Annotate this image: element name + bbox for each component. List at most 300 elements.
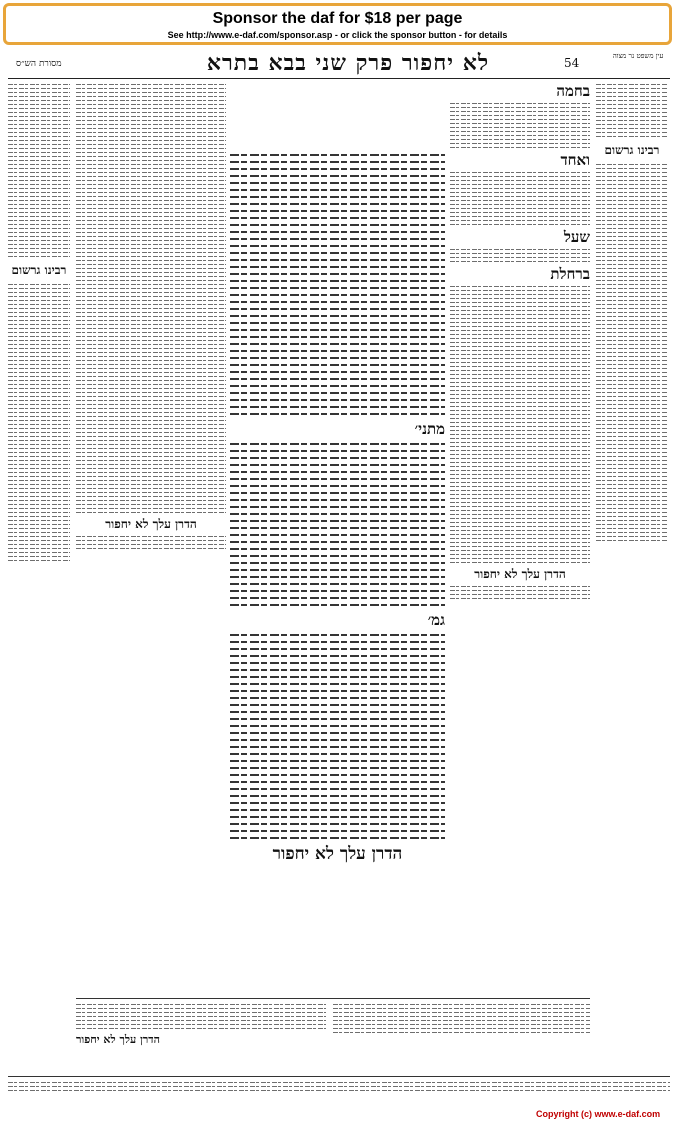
- text-line: [76, 168, 226, 169]
- text-line: [450, 115, 590, 116]
- text-line: [8, 468, 70, 469]
- text-line: [450, 498, 590, 499]
- text-line: [76, 404, 226, 405]
- text-line: [450, 249, 590, 250]
- text-line: [450, 326, 590, 327]
- text-line: [450, 176, 590, 177]
- text-line: [450, 410, 590, 411]
- text-line: [450, 386, 590, 387]
- text-line: [450, 310, 590, 311]
- text-line: [8, 376, 70, 377]
- text-line: [76, 220, 226, 221]
- text-line: [8, 556, 70, 557]
- right-margin-column: [596, 82, 668, 1022]
- text-line: [450, 172, 590, 173]
- text-line: [596, 108, 668, 109]
- text-line: [8, 536, 70, 537]
- text-line: [450, 334, 590, 335]
- text-line: [596, 244, 668, 245]
- text-line: [596, 124, 668, 125]
- text-line: [76, 540, 226, 541]
- text-line: [230, 823, 445, 825]
- text-line: [76, 192, 226, 193]
- text-line: [333, 1012, 590, 1013]
- text-line: [8, 332, 70, 333]
- text-line: [76, 1012, 326, 1013]
- text-line: [450, 382, 590, 383]
- text-line: [230, 364, 445, 366]
- text-line: [230, 245, 445, 247]
- text-line: [76, 148, 226, 149]
- text-line: [450, 474, 590, 475]
- text-line: [596, 480, 668, 481]
- left-margin-column: [8, 82, 70, 1022]
- mishna-marker: מתני׳: [414, 420, 445, 438]
- text-line: [76, 244, 226, 245]
- text-line: [230, 541, 445, 543]
- text-line: [596, 92, 668, 93]
- text-line: [596, 500, 668, 501]
- text-line: [450, 522, 590, 523]
- text-line: [8, 448, 70, 449]
- text-line: [230, 816, 445, 818]
- text-line: [333, 1020, 590, 1021]
- text-line: [230, 506, 445, 508]
- text-line: [450, 534, 590, 535]
- text-line: [230, 336, 445, 338]
- text-line: [230, 534, 445, 536]
- text-line: [596, 364, 668, 365]
- text-line: [8, 504, 70, 505]
- text-line: [230, 760, 445, 762]
- text-line: [596, 460, 668, 461]
- text-line: [450, 438, 590, 439]
- text-line: [76, 448, 226, 449]
- text-line: [8, 372, 70, 373]
- text-line: [230, 562, 445, 564]
- text-line: [76, 260, 226, 261]
- text-line: [8, 436, 70, 437]
- text-line: [450, 220, 590, 221]
- rabbeinu-gershom-heading-right: רבינו גרשום: [604, 143, 660, 157]
- footnotes: [8, 1080, 670, 1106]
- text-line: [76, 432, 226, 433]
- text-line: [450, 482, 590, 483]
- text-line: [230, 555, 445, 557]
- text-line: [596, 400, 668, 401]
- text-line: [596, 436, 668, 437]
- text-line: [76, 352, 226, 353]
- text-line: [8, 336, 70, 337]
- text-line: [230, 739, 445, 741]
- text-line: [8, 296, 70, 297]
- text-line: [76, 232, 226, 233]
- text-line: [8, 196, 70, 197]
- text-line: [76, 412, 226, 413]
- text-line: [76, 276, 226, 277]
- rabbeinu-gershom-heading-left: רבינו גרשום: [11, 263, 67, 277]
- text-line: [450, 590, 590, 591]
- text-line: [76, 324, 226, 325]
- text-line: [8, 344, 70, 345]
- text-line: [8, 456, 70, 457]
- text-line: [230, 371, 445, 373]
- text-line: [76, 100, 226, 101]
- text-line: [76, 300, 226, 301]
- text-line: [8, 136, 70, 137]
- text-line: [8, 148, 70, 149]
- text-line: [596, 116, 668, 117]
- text-line: [450, 486, 590, 487]
- text-line: [596, 200, 668, 201]
- text-line: [8, 288, 70, 289]
- text-line: [8, 416, 70, 417]
- text-line: [596, 132, 668, 133]
- text-line: [450, 454, 590, 455]
- text-line: [333, 1004, 590, 1005]
- text-line: [450, 346, 590, 347]
- text-line: [596, 536, 668, 537]
- text-line: [76, 216, 226, 217]
- text-line: [450, 462, 590, 463]
- text-line: [596, 300, 668, 301]
- text-line: [450, 458, 590, 459]
- text-line: [596, 508, 668, 509]
- text-line: [230, 795, 445, 797]
- text-line: [230, 308, 445, 310]
- text-line: [76, 280, 226, 281]
- text-line: [596, 136, 668, 137]
- text-line: [8, 316, 70, 317]
- text-line: [76, 200, 226, 201]
- text-line: [450, 224, 590, 225]
- text-line: [8, 208, 70, 209]
- footnote-divider: [8, 1076, 670, 1077]
- text-line: [76, 456, 226, 457]
- text-line: [8, 232, 70, 233]
- text-line: [76, 88, 226, 89]
- text-line: [8, 488, 70, 489]
- text-line: [76, 132, 226, 133]
- text-line: [450, 530, 590, 531]
- text-line: [8, 188, 70, 189]
- text-line: [333, 1028, 590, 1029]
- text-line: [76, 96, 226, 97]
- text-line: [596, 424, 668, 425]
- text-line: [596, 408, 668, 409]
- text-line: [76, 368, 226, 369]
- text-line: [596, 84, 668, 85]
- text-line: [8, 340, 70, 341]
- text-line: [596, 396, 668, 397]
- text-line: [8, 168, 70, 169]
- text-line: [450, 538, 590, 539]
- text-line: [450, 378, 590, 379]
- text-line: [230, 406, 445, 408]
- text-line: [450, 302, 590, 303]
- text-line: [8, 1090, 670, 1091]
- text-line: [76, 196, 226, 197]
- sponsor-banner[interactable]: [3, 3, 672, 45]
- text-line: [230, 210, 445, 212]
- text-line: [596, 428, 668, 429]
- text-line: [450, 127, 590, 128]
- text-line: [596, 240, 668, 241]
- text-line: [230, 350, 445, 352]
- text-line: [76, 1020, 326, 1021]
- text-line: [8, 520, 70, 521]
- text-line: [8, 248, 70, 249]
- text-line: [450, 402, 590, 403]
- text-line: [230, 315, 445, 317]
- text-line: [8, 432, 70, 433]
- text-line: [76, 156, 226, 157]
- text-line: [596, 372, 668, 373]
- text-line: [76, 268, 226, 269]
- text-line: [450, 554, 590, 555]
- text-line: [450, 558, 590, 559]
- text-line: [8, 444, 70, 445]
- text-line: [8, 172, 70, 173]
- text-line: [76, 236, 226, 237]
- text-line: [76, 364, 226, 365]
- text-line: [76, 308, 226, 309]
- text-line: [76, 436, 226, 437]
- text-line: [76, 488, 226, 489]
- text-line: [450, 294, 590, 295]
- text-line: [76, 492, 226, 493]
- text-line: [596, 392, 668, 393]
- text-line: [76, 1004, 326, 1005]
- copyright-notice[interactable]: Copyright (c) www.e-daf.com: [536, 1109, 661, 1119]
- text-line: [596, 484, 668, 485]
- text-line: [596, 368, 668, 369]
- text-line: [230, 443, 445, 445]
- text-line: [230, 378, 445, 380]
- text-line: [76, 288, 226, 289]
- text-line: [230, 217, 445, 219]
- text-line: [596, 204, 668, 205]
- text-line: [8, 96, 70, 97]
- text-line: [596, 196, 668, 197]
- text-line: [450, 466, 590, 467]
- text-line: [76, 264, 226, 265]
- text-line: [230, 548, 445, 550]
- text-line: [230, 478, 445, 480]
- text-line: [230, 154, 445, 156]
- text-line: [450, 261, 590, 262]
- text-line: [230, 301, 445, 303]
- text-line: [76, 548, 226, 549]
- text-line: [8, 508, 70, 509]
- text-line: [596, 284, 668, 285]
- text-line: [8, 240, 70, 241]
- text-line: [230, 711, 445, 713]
- text-line: [8, 140, 70, 141]
- sponsor-subtitle[interactable]: See http://www.e-daf.com/sponsor.asp - or click the sponsor button - for details: [167, 30, 508, 40]
- text-line: [596, 344, 668, 345]
- text-line: [230, 569, 445, 571]
- text-line: [76, 440, 226, 441]
- text-line: [8, 144, 70, 145]
- text-line: [8, 408, 70, 409]
- text-line: [596, 336, 668, 337]
- text-line: [230, 399, 445, 401]
- text-line: [8, 324, 70, 325]
- text-line: [450, 358, 590, 359]
- text-line: [596, 520, 668, 521]
- text-line: [596, 304, 668, 305]
- bottom-divider: [76, 998, 590, 999]
- text-line: [596, 512, 668, 513]
- text-line: [8, 544, 70, 545]
- text-line: [76, 204, 226, 205]
- text-line: [596, 412, 668, 413]
- text-line: [8, 452, 70, 453]
- text-line: [450, 506, 590, 507]
- text-line: [8, 548, 70, 549]
- bechama-heading: בחמה: [556, 82, 590, 100]
- text-line: [76, 172, 226, 173]
- text-line: [8, 392, 70, 393]
- text-line: [76, 320, 226, 321]
- text-line: [450, 253, 590, 254]
- text-line: [596, 440, 668, 441]
- text-line: [230, 576, 445, 578]
- text-line: [450, 111, 590, 112]
- text-line: [230, 690, 445, 692]
- hadran-main: הדרן עלך לא יחפור: [272, 844, 403, 864]
- text-line: [596, 528, 668, 529]
- text-line: [450, 470, 590, 471]
- text-line: [450, 550, 590, 551]
- text-line: [8, 524, 70, 525]
- text-line: [76, 136, 226, 137]
- text-line: [230, 774, 445, 776]
- text-line: [8, 484, 70, 485]
- text-line: [76, 184, 226, 185]
- text-line: [76, 92, 226, 93]
- gemara-main-column: [230, 150, 445, 885]
- text-line: [8, 320, 70, 321]
- text-line: [76, 1028, 326, 1029]
- text-line: [596, 248, 668, 249]
- text-line: [596, 472, 668, 473]
- text-line: [230, 648, 445, 650]
- text-line: [8, 312, 70, 313]
- text-line: [596, 256, 668, 257]
- text-line: [333, 1016, 590, 1017]
- sheel-heading: שעל: [563, 228, 590, 246]
- text-line: [230, 527, 445, 529]
- gemara-marker: גמ׳: [427, 611, 445, 629]
- text-line: [596, 184, 668, 185]
- text-line: [76, 444, 226, 445]
- text-line: [76, 400, 226, 401]
- text-line: [8, 1082, 670, 1083]
- text-line: [596, 96, 668, 97]
- tosafot-column: [76, 82, 226, 997]
- text-line: [450, 514, 590, 515]
- text-line: [450, 422, 590, 423]
- text-line: [596, 468, 668, 469]
- text-line: [596, 376, 668, 377]
- text-line: [8, 496, 70, 497]
- text-line: [8, 256, 70, 257]
- text-line: [8, 424, 70, 425]
- text-line: [450, 147, 590, 148]
- text-line: [76, 508, 226, 509]
- text-line: [450, 208, 590, 209]
- hadran-rashi: הדרן עלך לא יחפור: [474, 567, 566, 581]
- text-line: [450, 518, 590, 519]
- text-line: [450, 478, 590, 479]
- text-line: [8, 528, 70, 529]
- text-line: [8, 300, 70, 301]
- text-line: [230, 294, 445, 296]
- text-line: [76, 104, 226, 105]
- text-line: [596, 356, 668, 357]
- text-line: [8, 216, 70, 217]
- text-line: [450, 143, 590, 144]
- text-line: [76, 328, 226, 329]
- text-line: [230, 175, 445, 177]
- text-line: [8, 384, 70, 385]
- text-line: [76, 504, 226, 505]
- berchalil-heading: ברחלת: [550, 265, 590, 283]
- text-line: [76, 428, 226, 429]
- text-line: [596, 432, 668, 433]
- text-line: [450, 119, 590, 120]
- text-line: [76, 160, 226, 161]
- text-line: [8, 128, 70, 129]
- text-line: [230, 697, 445, 699]
- text-line: [230, 499, 445, 501]
- text-line: [76, 416, 226, 417]
- text-line: [596, 524, 668, 525]
- text-line: [230, 655, 445, 657]
- text-line: [8, 400, 70, 401]
- text-line: [230, 280, 445, 282]
- text-line: [8, 304, 70, 305]
- text-line: [230, 830, 445, 832]
- text-line: [450, 546, 590, 547]
- text-line: [76, 180, 226, 181]
- text-line: [596, 188, 668, 189]
- text-line: [76, 452, 226, 453]
- text-line: [596, 540, 668, 541]
- text-line: [76, 484, 226, 485]
- text-line: [596, 268, 668, 269]
- text-line: [450, 414, 590, 415]
- hadran-bottom: הדרן עלך לא יחפור: [76, 1033, 160, 1046]
- text-line: [230, 590, 445, 592]
- text-line: [230, 802, 445, 804]
- text-line: [596, 320, 668, 321]
- text-line: [8, 152, 70, 153]
- text-line: [230, 457, 445, 459]
- text-line: [596, 444, 668, 445]
- text-line: [76, 544, 226, 545]
- text-line: [76, 292, 226, 293]
- text-line: [76, 340, 226, 341]
- text-line: [8, 132, 70, 133]
- text-line: [230, 725, 445, 727]
- text-line: [450, 135, 590, 136]
- text-line: [596, 208, 668, 209]
- text-line: [450, 200, 590, 201]
- text-line: [76, 284, 226, 285]
